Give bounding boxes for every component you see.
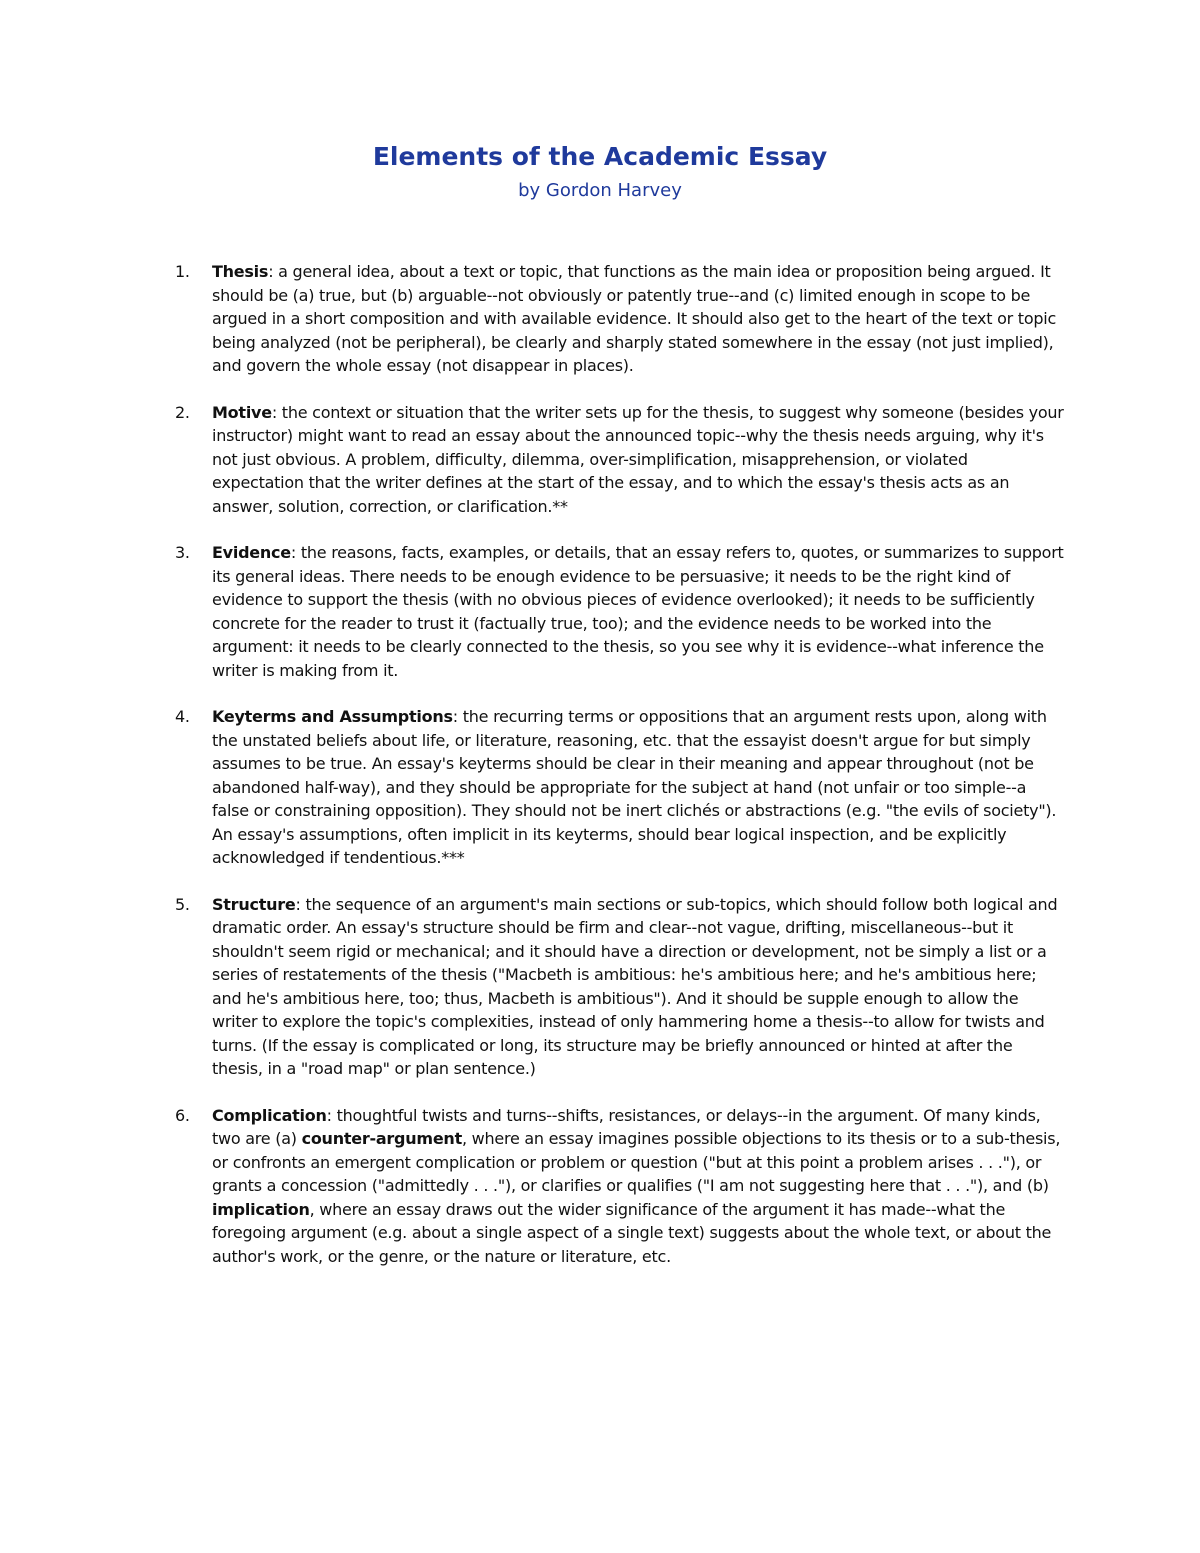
item-text: : the context or situation that the writer sets up for the thesis, to suggest why someone (besides your instructor) might want to read an essay about the announced topic--why the thesis needs arguing, why it's not just obvious. A problem, difficulty, dilemma, over-simplification, misapprehension, or violated expectation that the writer defines at the start of the essay, and to which the essay's thesis acts as an answer, solution, correction, or clarification.** [212, 402, 1064, 516]
item-text: : the recurring terms or oppositions that an argument rests upon, along with the unstated beliefs about life, or literature, reasoning, etc. that the essayist doesn't argue for but simply assumes to be true. An essay's keyterms should be clear in their meaning and appear throughout (not be abandoned half-way), and they should be appropriate for the subject at hand (not unfair or too simple--a false or constraining opposition). They should not be inert clichés or abstractions (e.g. "the evils of society"). An essay's assumptions, often implicit in its keyterms, should bear logical inspection, and be explicitly acknowledged if tendentious.*** [212, 707, 1057, 867]
document-title: Elements of the Academic Essay [372, 142, 828, 171]
term-thesis: Thesis [212, 262, 269, 281]
list-item-thesis [175, 260, 1064, 378]
item-number: 3. [175, 543, 190, 562]
list-item-motive [175, 401, 1064, 519]
item-number: 2. [175, 402, 190, 422]
item-number: 1. [175, 262, 190, 281]
list-item-structure [175, 893, 1064, 1081]
list-item-complication [175, 1104, 1064, 1269]
item-text: , where an essay draws out the wider significance of the argument it has made--what the foregoing argument (e.g. about a single aspect of a single text) suggests about the whole text, or about the author's work, or the genre, or the nature or literature, etc. [212, 1199, 1052, 1266]
term-keyterms-assumptions: Keyterms and Assumptions [212, 707, 453, 726]
elements-list [175, 260, 1064, 1291]
item-number: 5. [175, 894, 190, 914]
item-text: : the reasons, facts, examples, or details, that an essay refers to, quotes, or summarizes to support its general ideas. There needs to be enough evidence to be persuasive; it needs to be the right kind of evidence to support the thesis (with no obvious pieces of evidence overlooked); it needs to be sufficiently concrete for the reader to trust it (factually true, too); and the evidence needs to be worked into the argument: it needs to be clearly connected to the thesis, so you see why it is evidence--what inference the writer is making from it. [212, 543, 1064, 680]
document-byline: by Gordon Harvey [518, 180, 682, 201]
list-item-keyterms [175, 705, 1064, 870]
term-implication: implication [212, 1199, 310, 1219]
term-structure: Structure [212, 894, 296, 914]
item-number: 6. [175, 1105, 190, 1125]
item-text: : the sequence of an argument's main sections or sub-topics, which should follow both logical and dramatic order. An essay's structure should be firm and clear--not vague, drifting, miscellaneous--but it shouldn't seem rigid or mechanical; and it should have a direction or development, not be simply a list or a series of restatements of the thesis ("Macbeth is ambitious: he's ambitious here; and he's ambitious here; and he's ambitious here, too; thus, Macbeth is ambitious"). And it should be supple enough to allow the writer to explore the topic's complexities, instead of only hammering home a thesis--to allow for twists and turns. (If the essay is complicated or long, its structure may be briefly announced or hinted at after the thesis, in a "road map" or plan sentence.) [212, 894, 1058, 1078]
term-counter-argument: counter-argument [301, 1129, 462, 1148]
item-text: : a general idea, about a text or topic, that functions as the main idea or proposition being argued. It should be (a) true, but (b) arguable--not obviously or patently true--and (c) limited enough in scope to be argued in a short composition and with available evidence. It should also get to the heart of the text or topic being analyzed (not be peripheral), be clearly and sharply stated somewhere in the essay (not just implied), and govern the whole essay (not disappear in places). [212, 262, 1057, 375]
term-evidence: Evidence [212, 543, 291, 562]
item-text: , where an essay imagines possible objections to its thesis or to a sub-thesis, or confronts an emergent complication or problem or question ("but at this point a problem arises . . ."), or grants a concession ("admittedly . . ."), or clarifies or qualifies ("I am not suggesting here that . . ."), and (b) [212, 1129, 1061, 1195]
list-item-evidence [175, 541, 1064, 682]
item-text: : thoughtful twists and turns--shifts, resistances, or delays--in the argument. Of many kinds, two are (a) [212, 1105, 1041, 1148]
item-number: 4. [175, 707, 190, 726]
term-complication: Complication [212, 1105, 327, 1125]
term-motive: Motive [212, 402, 272, 422]
